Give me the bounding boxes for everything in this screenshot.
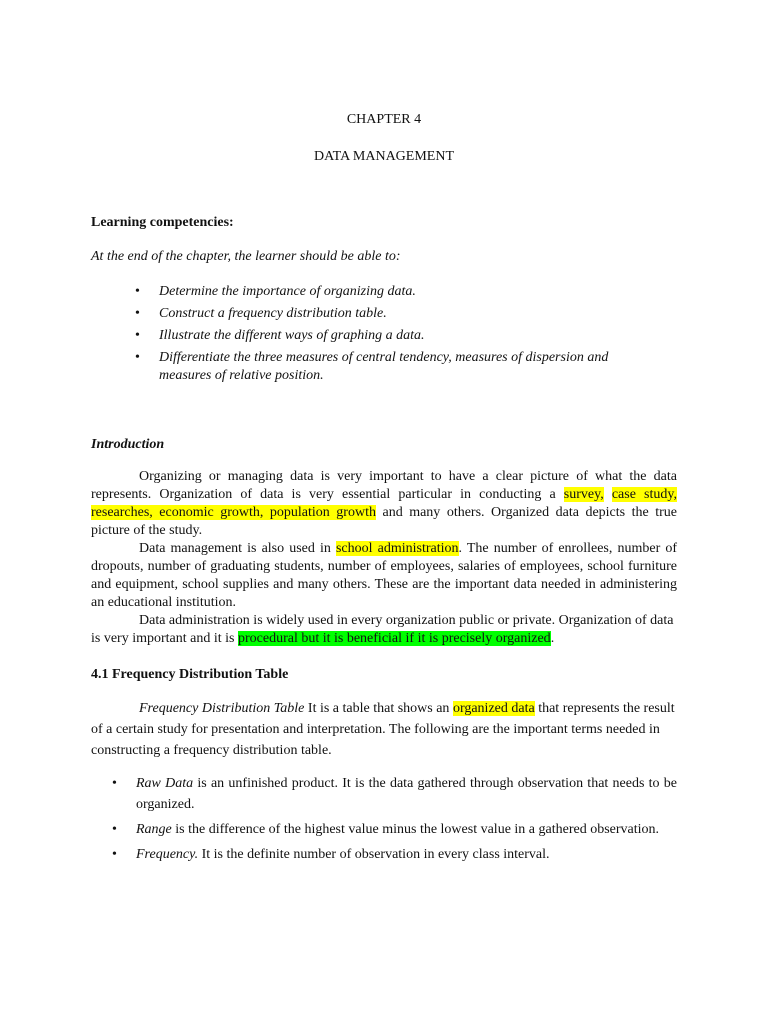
term: Frequency Distribution Table xyxy=(139,701,305,716)
term: Raw Data xyxy=(136,776,194,791)
highlight: school administration xyxy=(335,541,459,556)
intro-paragraph-3: Data administration is widely used in every organization public or private. Organization of data is very important and it is procedural but it is beneficial if it is precisely organized. xyxy=(91,613,674,646)
list-item: • Differentiate the three measures of central tendency, measures of dispersion and measures of relative position. xyxy=(159,349,659,385)
highlight: organized data xyxy=(452,701,535,716)
section-heading: 4.1 Frequency Distribution Table xyxy=(91,667,289,682)
competencies-heading: Learning competencies: xyxy=(91,215,234,230)
list-item: • Range is the difference of the highest value minus the lowest value in a gathered observation. xyxy=(136,819,677,840)
terms-list xyxy=(136,773,677,869)
list-item: • Frequency. It is the definite number of observation in every class interval. xyxy=(136,844,677,865)
competencies-list xyxy=(159,283,659,389)
list-item: • Construct a frequency distribution table. xyxy=(159,305,659,323)
term: Frequency. xyxy=(136,847,199,862)
list-item: • Raw Data is an unfinished product. It is the data gathered through observation that needs to be organized. xyxy=(136,773,677,815)
list-item: • Determine the importance of organizing data. xyxy=(159,283,659,301)
term: Range xyxy=(136,822,172,837)
highlight: survey, xyxy=(563,487,604,502)
intro-paragraph-1: Organizing or managing data is very important to have a clear picture of what the data represents. Organization of data is very essential particular in conducting a survey, case study, researches, economic growth, population growth and many others. Organized data depicts the true picture of the study. xyxy=(91,469,677,538)
highlight: procedural but it is beneficial if it is precisely organized xyxy=(237,631,551,646)
introduction-body xyxy=(91,468,677,612)
list-item: • Illustrate the different ways of graphing a data. xyxy=(159,327,659,345)
chapter-number: CHAPTER 4 xyxy=(346,112,422,127)
intro-paragraph-2: Data management is also used in school administration. The number of enrollees, number of dropouts, number of graduating students, number of employees, salaries of employees, school furniture and equipment, school supplies and many others. These are the important data needed in administering an educational institution. xyxy=(91,541,677,610)
competencies-lead: At the end of the chapter, the learner should be able to: xyxy=(91,249,401,264)
introduction-heading: Introduction xyxy=(91,437,165,452)
section-paragraph: Frequency Distribution Table It is a table that shows an organized data that represents the result of a certain study for presentation and interpretation. The following are the important terms needed in constructing a frequency distribution table. xyxy=(91,701,675,758)
chapter-title: DATA MANAGEMENT xyxy=(313,149,455,164)
highlight: case study, researches, economic growth, population growth xyxy=(91,487,677,520)
